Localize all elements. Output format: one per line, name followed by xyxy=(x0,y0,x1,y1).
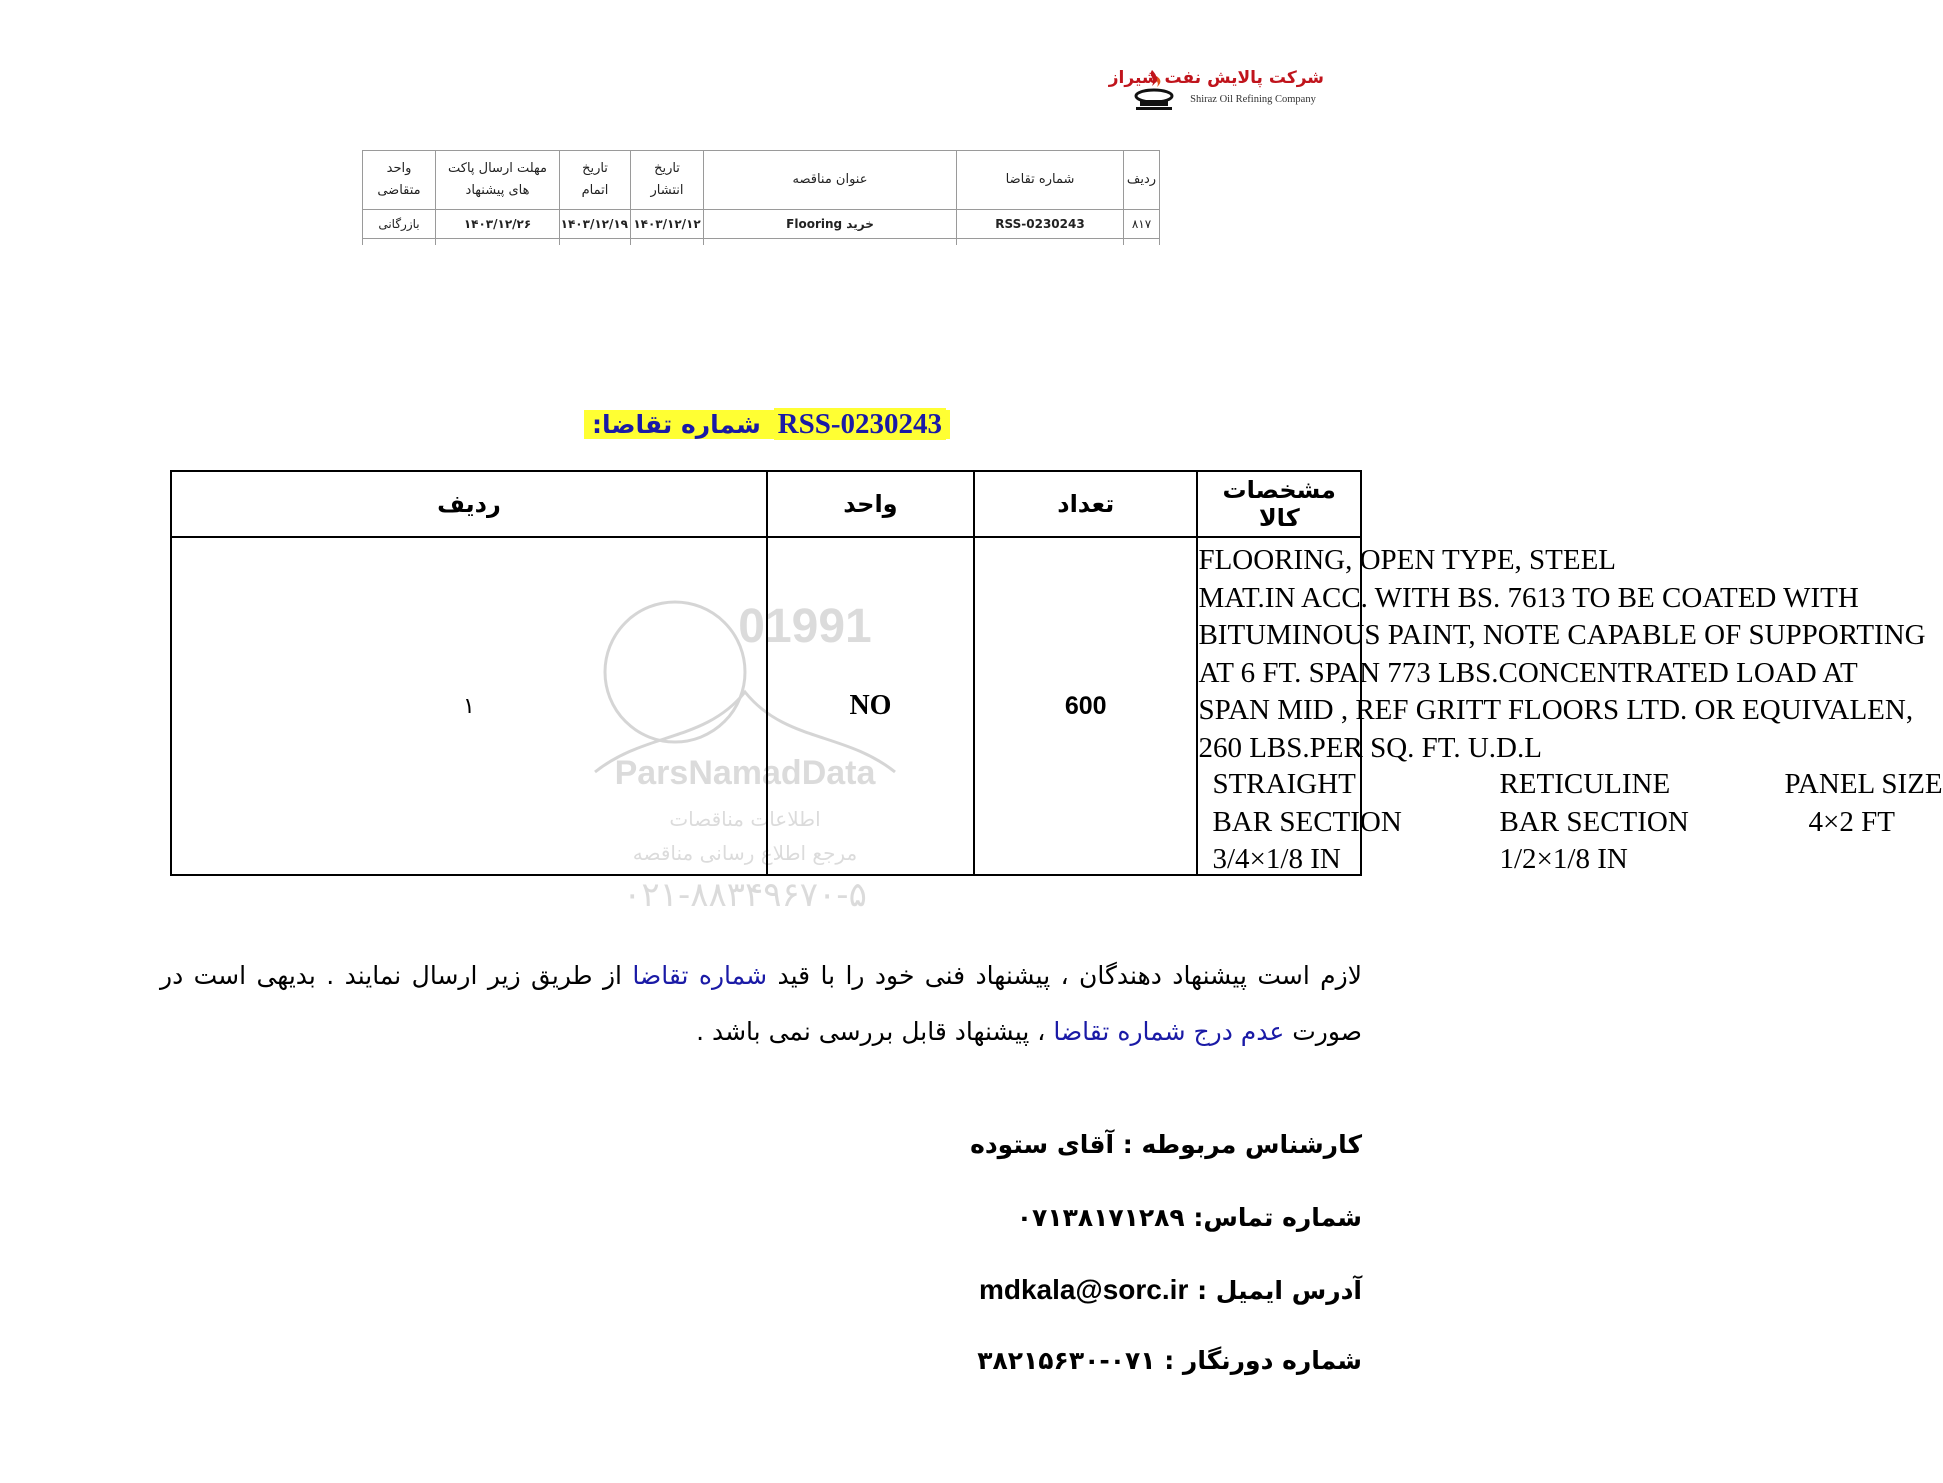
request-number-title-highlight xyxy=(584,410,950,439)
contact-fax-label: شماره دورنگار : xyxy=(1164,1346,1362,1375)
items-header-unit: واحد xyxy=(767,471,974,537)
contact-phone-value: ۰۷۱۳۸۱۷۱۲۸۹ xyxy=(1016,1203,1185,1232)
spec-line: SPAN MID , REF GRITT FLOORS LTD. OR EQUIVALEN, xyxy=(1198,694,1914,726)
items-header-row xyxy=(171,471,1361,537)
summary-cell-request-no: RSS-0230243 xyxy=(957,210,1124,239)
contact-fax xyxy=(977,1346,1362,1375)
summary-header-unit xyxy=(363,151,436,210)
items-header-row-no: ردیف xyxy=(171,471,767,537)
items-cell-qty: 600 xyxy=(974,537,1197,875)
summary-header-row xyxy=(363,151,1160,210)
spec-grid-cell: STRAIGHT xyxy=(1212,768,1356,800)
summary-header-unit-l2: متقاضی xyxy=(377,183,421,198)
notice-text-1: لازم است پیشنهاد دهندگان ، پیشنهاد فنی خود را با قید xyxy=(767,961,1362,990)
summary-header-end-date xyxy=(560,151,631,210)
spec-grid-cell: PANEL SIZE xyxy=(1784,768,1943,800)
spec-line: 260 LBS.PER SQ. FT. U.D.L xyxy=(1198,731,1542,764)
spec-line: AT 6 FT. SPAN 773 LBS.CONCENTRATED LOAD AT xyxy=(1198,656,1858,689)
items-cell-spec xyxy=(1197,537,1943,875)
spec-grid-cell: BAR SECTION xyxy=(1212,805,1402,838)
spec-description xyxy=(1198,538,1926,767)
spec-grid-cell: 1/2×1/8 IN xyxy=(1499,843,1628,875)
items-cell-unit: NO xyxy=(767,537,974,875)
summary-header-deadline xyxy=(436,151,560,210)
contact-phone-label: شماره تماس: xyxy=(1193,1203,1362,1232)
summary-header-publish-date xyxy=(631,151,704,210)
notice-text-3: ، پیشنهاد قابل بررسی نمی باشد . xyxy=(696,1017,1054,1046)
summary-header-unit-l1: واحد xyxy=(386,161,412,176)
summary-cell-unit: بازرگانی xyxy=(363,210,436,239)
notice-highlight-request-no: شماره تقاضا xyxy=(632,961,768,990)
watermark-number: 01991 xyxy=(738,600,872,653)
request-number-label: شماره تقاضا: xyxy=(588,410,765,439)
notice-paragraph xyxy=(160,948,1362,1060)
request-number-title xyxy=(520,408,1014,441)
spec-grid-col-straight xyxy=(1212,766,1401,879)
spec-grid-col-reticuline xyxy=(1499,766,1688,879)
spec-grid-col-panel-size xyxy=(1784,766,1942,841)
table-row xyxy=(363,210,1160,239)
watermark-line2: اطلاعات مناقصات xyxy=(669,807,821,831)
contact-phone xyxy=(1017,1203,1362,1232)
spec-line: FLOORING, OPEN TYPE, STEEL xyxy=(1198,544,1617,576)
summary-spacer-row xyxy=(363,239,1160,246)
contact-email-value[interactable]: mdkala@sorc.ir xyxy=(978,1274,1189,1305)
contact-email xyxy=(979,1274,1362,1306)
contact-email-label: آدرس ایمیل : xyxy=(1197,1276,1362,1305)
spec-grid-cell: 4×2 FT xyxy=(1808,805,1895,838)
spec-grid-cell: RETICULINE xyxy=(1499,768,1671,800)
summary-header-deadline-l2: های پیشنهاد xyxy=(465,183,530,198)
summary-header-publish-date-l2: انتشار xyxy=(650,183,684,198)
summary-header-row-no: ردیف xyxy=(1124,151,1160,210)
spec-grid-cell: 3/4×1/8 IN xyxy=(1212,843,1341,875)
request-number-value: RSS-0230243 xyxy=(774,408,946,440)
items-table xyxy=(170,470,1943,876)
items-header-spec: مشخصات کالا xyxy=(1197,471,1361,537)
spec-grid-cell: BAR SECTION xyxy=(1499,805,1689,838)
watermark-line3: مرجع اطلاع رسانی مناقصه xyxy=(632,841,858,865)
spec-line: MAT.IN ACC. WITH BS. 7613 TO BE COATED WITH xyxy=(1198,581,1859,614)
table-row xyxy=(171,537,1361,875)
items-header-qty: تعداد xyxy=(974,471,1197,537)
summary-header-tender-title: عنوان مناقصه xyxy=(704,151,957,210)
contact-expert: کارشناس مربوطه : آقای ستوده xyxy=(970,1130,1362,1159)
company-logo xyxy=(1108,66,1330,116)
watermark-phone: ۰۲۱-۸۸۳۴۹۶۷۰-۵ xyxy=(623,875,867,915)
summary-header-request-no: شماره تقاضا xyxy=(957,151,1124,210)
summary-cell-deadline: ۱۴۰۳/۱۲/۲۶ xyxy=(436,210,560,239)
summary-cell-publish-date: ۱۴۰۳/۱۲/۱۲ xyxy=(631,210,704,239)
items-cell-row-no: ۱ xyxy=(171,537,767,875)
watermark-brand: ParsNamadData xyxy=(614,754,876,792)
summary-cell-row-no: ۸۱۷ xyxy=(1124,210,1160,239)
spec-line: BITUMINOUS PAINT, NOTE CAPABLE OF SUPPORTING xyxy=(1198,619,1926,651)
contact-fax-value: ۰۷۱-۳۸۲۱۵۶۳۰ xyxy=(977,1346,1156,1375)
summary-header-deadline-l1: مهلت ارسال پاکت xyxy=(447,161,547,176)
logo-name-fa: شرکت پالایش نفت شیراز xyxy=(1108,68,1324,88)
summary-header-end-date-l2: اتمام xyxy=(581,183,609,198)
tender-summary-table xyxy=(362,150,1160,245)
summary-header-publish-date-l1: تاریخ xyxy=(654,161,680,176)
summary-header-end-date-l1: تاریخ xyxy=(582,161,608,176)
summary-cell-tender-title: خرید Flooring xyxy=(704,210,957,239)
logo-name-en: Shiraz Oil Refining Company xyxy=(1190,94,1316,105)
notice-text-2: از طریق زیر ارسال نمایند . بدیهی است در صورت xyxy=(160,961,1362,1046)
summary-cell-end-date: ۱۴۰۳/۱۲/۱۹ xyxy=(560,210,631,239)
notice-highlight-missing-request-no: عدم درج شماره تقاضا xyxy=(1053,1017,1285,1046)
